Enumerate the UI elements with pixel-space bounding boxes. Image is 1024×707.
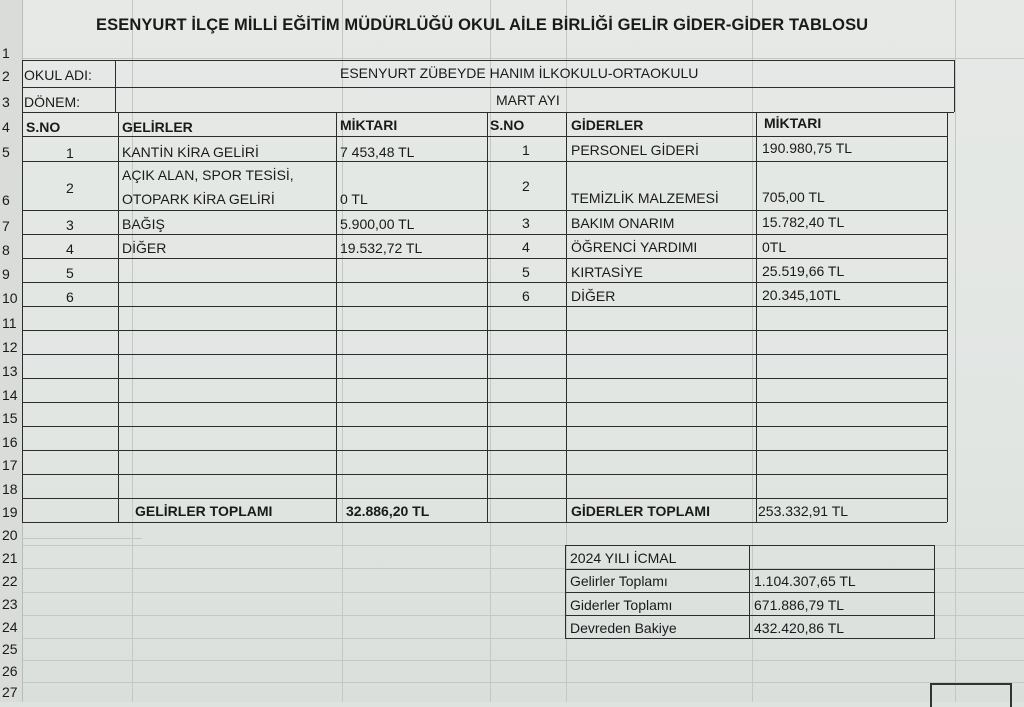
income-no[interactable]: 5 xyxy=(66,265,74,281)
expense-name[interactable]: ÖĞRENCİ YARDIMI xyxy=(571,239,698,255)
row-number[interactable]: 18 xyxy=(2,481,18,497)
income-no[interactable]: 3 xyxy=(66,217,74,233)
row-number[interactable]: 4 xyxy=(2,119,10,135)
row-number[interactable]: 24 xyxy=(2,619,18,635)
row-number[interactable]: 2 xyxy=(2,68,10,84)
column-header-sno: S.NO xyxy=(26,119,61,135)
row-number[interactable]: 3 xyxy=(2,94,10,110)
income-total-value[interactable]: 32.886,20 TL xyxy=(346,503,430,519)
school-name-value[interactable]: ESENYURT ZÜBEYDE HANIM İLKOKULU-ORTAOKULU xyxy=(340,65,699,81)
column-header-income: GELİRLER xyxy=(122,119,193,135)
expense-name[interactable]: BAKIM ONARIM xyxy=(571,215,675,231)
row-number[interactable]: 26 xyxy=(2,663,18,679)
row-number[interactable]: 20 xyxy=(2,527,18,543)
summary-title: 2024 YILI İCMAL xyxy=(570,550,677,566)
income-no[interactable]: 2 xyxy=(66,180,74,196)
income-total-label: GELİRLER TOPLAMI xyxy=(135,503,273,519)
income-name[interactable]: BAĞIŞ xyxy=(122,216,165,232)
income-no[interactable]: 6 xyxy=(66,289,74,305)
period-label: DÖNEM: xyxy=(24,94,80,110)
income-no[interactable]: 1 xyxy=(66,145,74,161)
row-number[interactable]: 9 xyxy=(2,266,10,282)
school-name-label: OKUL ADI: xyxy=(24,67,92,83)
expense-name[interactable]: DİĞER xyxy=(571,288,616,304)
column-header-expense: GİDERLER xyxy=(571,117,644,133)
expense-total-label: GİDERLER TOPLAMI xyxy=(571,503,710,519)
expense-no[interactable]: 6 xyxy=(522,288,530,304)
row-number[interactable]: 22 xyxy=(2,573,18,589)
expense-amount[interactable]: 25.519,66 TL xyxy=(762,263,845,279)
expense-no[interactable]: 5 xyxy=(522,264,530,280)
expense-total-value[interactable]: 253.332,91 TL xyxy=(758,503,849,519)
expense-no[interactable]: 1 xyxy=(522,142,530,158)
row-number[interactable]: 5 xyxy=(2,144,10,160)
expense-amount[interactable]: 0TL xyxy=(762,239,787,255)
summary-value[interactable]: 1.104.307,65 TL xyxy=(754,573,856,589)
income-amount[interactable]: 0 TL xyxy=(340,191,368,207)
summary-value[interactable]: 432.420,86 TL xyxy=(754,620,845,636)
income-amount[interactable]: 7 453,48 TL xyxy=(340,144,415,160)
row-number[interactable]: 23 xyxy=(2,596,18,612)
row-number[interactable]: 14 xyxy=(2,387,18,403)
income-amount[interactable]: 5.900,00 TL xyxy=(340,216,415,232)
summary-value[interactable]: 671.886,79 TL xyxy=(754,597,845,613)
income-no[interactable]: 4 xyxy=(66,241,74,257)
row-number[interactable]: 1 xyxy=(2,45,10,61)
selected-cell-outline xyxy=(930,683,1012,707)
row-number[interactable]: 25 xyxy=(2,641,18,657)
income-amount[interactable]: 19.532,72 TL xyxy=(340,240,423,256)
income-name[interactable]: DİĞER xyxy=(122,240,167,256)
row-number[interactable]: 21 xyxy=(2,550,18,566)
page-title: ESENYURT İLÇE MİLLİ EĞİTİM MÜDÜRLÜĞÜ OKUL AİLE BİRLİĞİ GELİR GİDER-GİDER TABLOSU xyxy=(96,16,869,34)
column-header-amount: MİKTARI xyxy=(340,117,398,133)
row-number[interactable]: 7 xyxy=(2,218,10,234)
income-name[interactable]: AÇIK ALAN, SPOR TESİSİ, xyxy=(122,167,294,183)
row-number[interactable]: 27 xyxy=(2,684,18,700)
row-number[interactable]: 19 xyxy=(2,504,18,520)
row-number[interactable]: 6 xyxy=(2,192,10,208)
expense-no[interactable]: 4 xyxy=(522,239,530,255)
summary-label: Giderler Toplamı xyxy=(570,597,673,613)
expense-amount[interactable]: 15.782,40 TL xyxy=(762,214,845,230)
period-value[interactable]: MART AYI xyxy=(496,92,560,108)
expense-amount[interactable]: 190.980,75 TL xyxy=(762,140,853,156)
row-number[interactable]: 10 xyxy=(2,290,18,306)
income-name[interactable]: KANTİN KİRA GELİRİ xyxy=(122,144,259,160)
column-header-sno-expense: S.NO xyxy=(490,117,525,133)
expense-amount[interactable]: 20.345,10TL xyxy=(762,287,841,303)
row-number[interactable]: 11 xyxy=(2,315,17,331)
row-number-gutter xyxy=(0,0,23,702)
summary-label: Gelirler Toplamı xyxy=(570,573,668,589)
expense-amount[interactable]: 705,00 TL xyxy=(762,189,825,205)
row-number[interactable]: 12 xyxy=(2,339,18,355)
row-number[interactable]: 16 xyxy=(2,434,18,450)
expense-name[interactable]: KIRTASİYE xyxy=(571,264,643,280)
expense-no[interactable]: 3 xyxy=(522,215,530,231)
row-number[interactable]: 13 xyxy=(2,363,18,379)
expense-name[interactable]: PERSONEL GİDERİ xyxy=(571,142,699,158)
column-header-amount-expense: MİKTARI xyxy=(764,115,822,131)
expense-no[interactable]: 2 xyxy=(522,178,530,194)
income-name[interactable]: OTOPARK KİRA GELİRİ xyxy=(122,191,275,207)
summary-label: Devreden Bakiye xyxy=(570,620,677,636)
row-number[interactable]: 17 xyxy=(2,457,18,473)
row-number[interactable]: 15 xyxy=(2,410,18,426)
expense-name[interactable]: TEMİZLİK MALZEMESİ xyxy=(571,190,719,206)
row-number[interactable]: 8 xyxy=(2,242,10,258)
